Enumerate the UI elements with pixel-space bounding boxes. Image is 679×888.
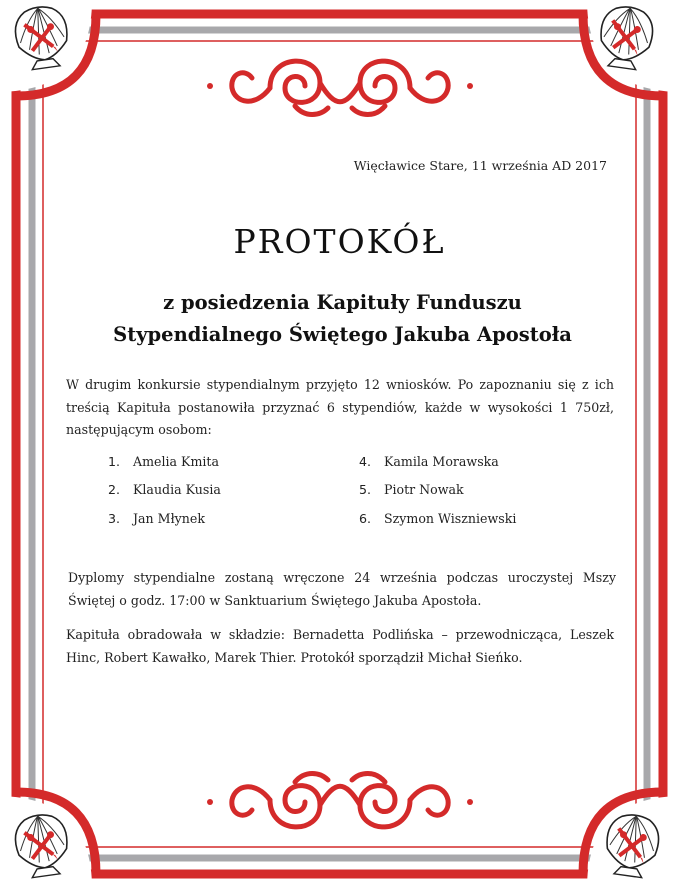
recipient-name: Amelia Kmita bbox=[133, 454, 220, 469]
paragraph-diplomas: Dyplomy stypendialne zostaną wręczone 24 września podczas uroczystej Mszy Świętej o godz. 17:00 w Sanktuarium Świętego Jakuba Apostoła. bbox=[68, 570, 616, 608]
list-item: 3. Jan Młynek bbox=[108, 511, 205, 526]
document-date: Więcławice Stare, 11 września AD 2017 bbox=[353, 158, 607, 173]
subtitle-line-2: Stypendialnego Świętego Jakuba Apostoła bbox=[113, 323, 572, 346]
paragraph-committee: Kapituła obradowała w składzie: Bernadetta Podlińska – przewodnicząca, Leszek Hinc, Robert Kawałko, Marek Thier. Protokół sporządził Michał Sieńko. bbox=[66, 627, 614, 665]
top-flourish-ornament bbox=[207, 61, 473, 114]
list-item: 1. Amelia Kmita bbox=[108, 454, 220, 469]
recipient-name: Klaudia Kusia bbox=[133, 482, 221, 497]
list-item: 2. Klaudia Kusia bbox=[108, 482, 221, 497]
list-item: 5. Piotr Nowak bbox=[359, 482, 464, 497]
document-subtitle bbox=[60, 287, 625, 351]
list-item: 6. Szymon Wiszniewski bbox=[359, 511, 517, 526]
recipient-name: Piotr Nowak bbox=[384, 482, 464, 497]
recipients-list bbox=[108, 451, 608, 541]
paragraph-applications: W drugim konkursie stypendialnym przyjęto 12 wniosków. Po zapoznaniu się z ich treścią Kapituła postanowiła przyznać 6 stypendiów, każde w wysokości 1 750zł, następującym osobom: bbox=[66, 377, 614, 437]
list-item: 4. Kamila Morawska bbox=[359, 454, 499, 469]
recipient-name: Jan Młynek bbox=[133, 511, 205, 526]
recipient-name: Szymon Wiszniewski bbox=[384, 511, 517, 526]
subtitle-line-1: z posiedzenia Kapituły Funduszu bbox=[163, 291, 522, 314]
bottom-flourish-ornament bbox=[207, 774, 473, 827]
recipient-name: Kamila Morawska bbox=[384, 454, 499, 469]
document-title: PROTOKÓŁ bbox=[233, 222, 446, 261]
